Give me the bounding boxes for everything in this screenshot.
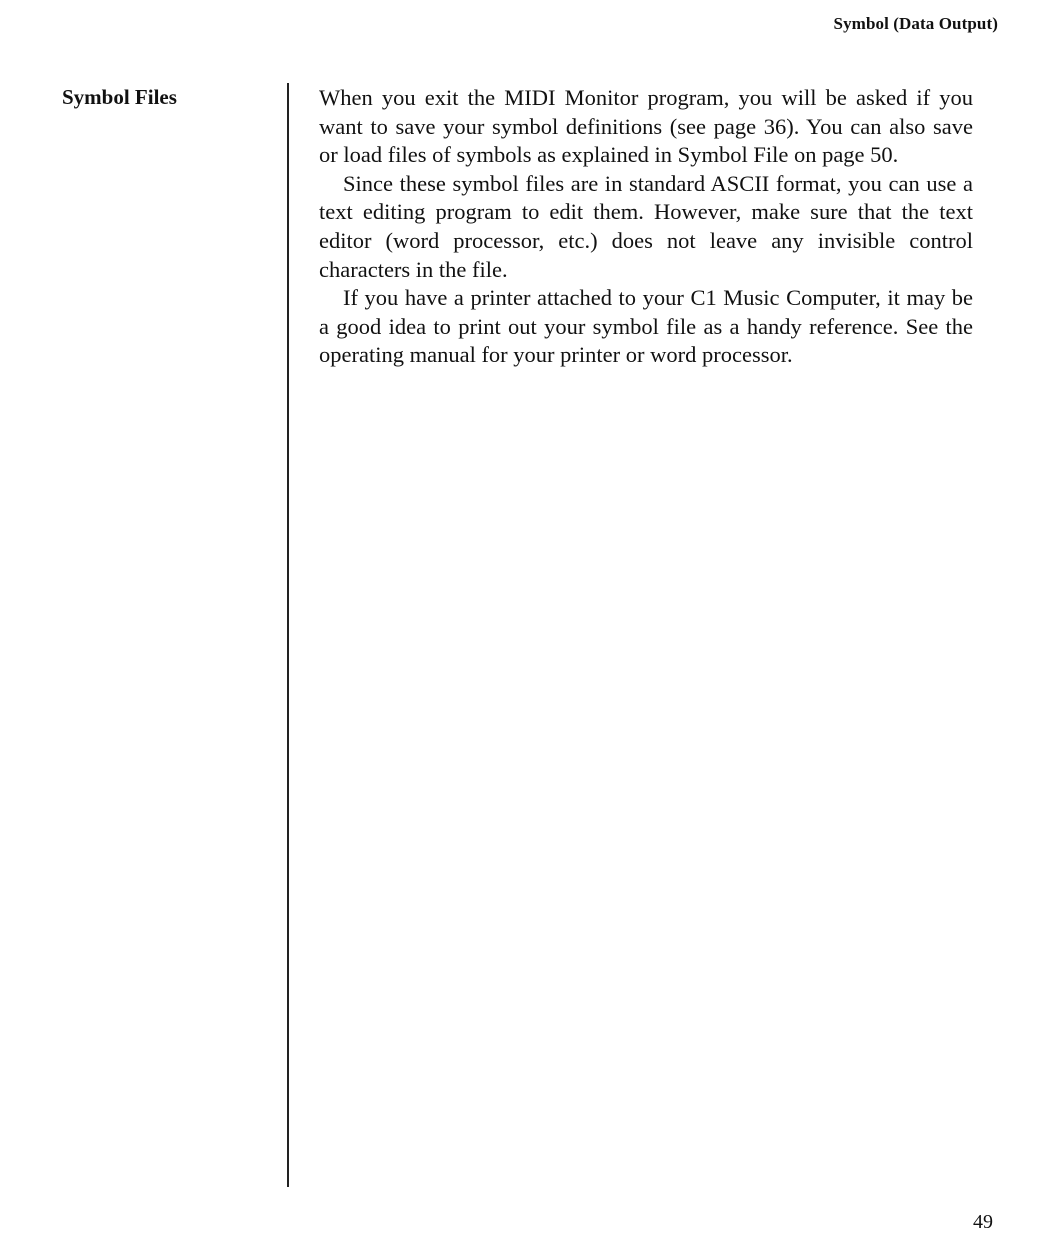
section-title: Symbol Files [62,85,177,109]
page-number: 49 [973,1211,993,1233]
paragraph-1: When you exit the MIDI Monitor program, you will be asked if you want to save your symbol definitions (see page 36). You can also save or load files of symbols as explained in Symbol File on page 50. [319,85,973,168]
paragraph-3: If you have a printer attached to your C1 Music Computer, it may be a good idea to print out your symbol file as a handy reference. See the operating manual for your printer or word processor. [319,285,973,368]
paragraph-2: Since these symbol files are in standard ASCII format, you can use a text editing program to edit them. However, make sure that the text editor (word processor, etc.) does not leave any invisible control characters in the file. [319,170,973,282]
body-text [319,84,973,370]
running-header: Symbol (Data Output) [833,14,998,33]
vertical-divider [287,83,289,1187]
